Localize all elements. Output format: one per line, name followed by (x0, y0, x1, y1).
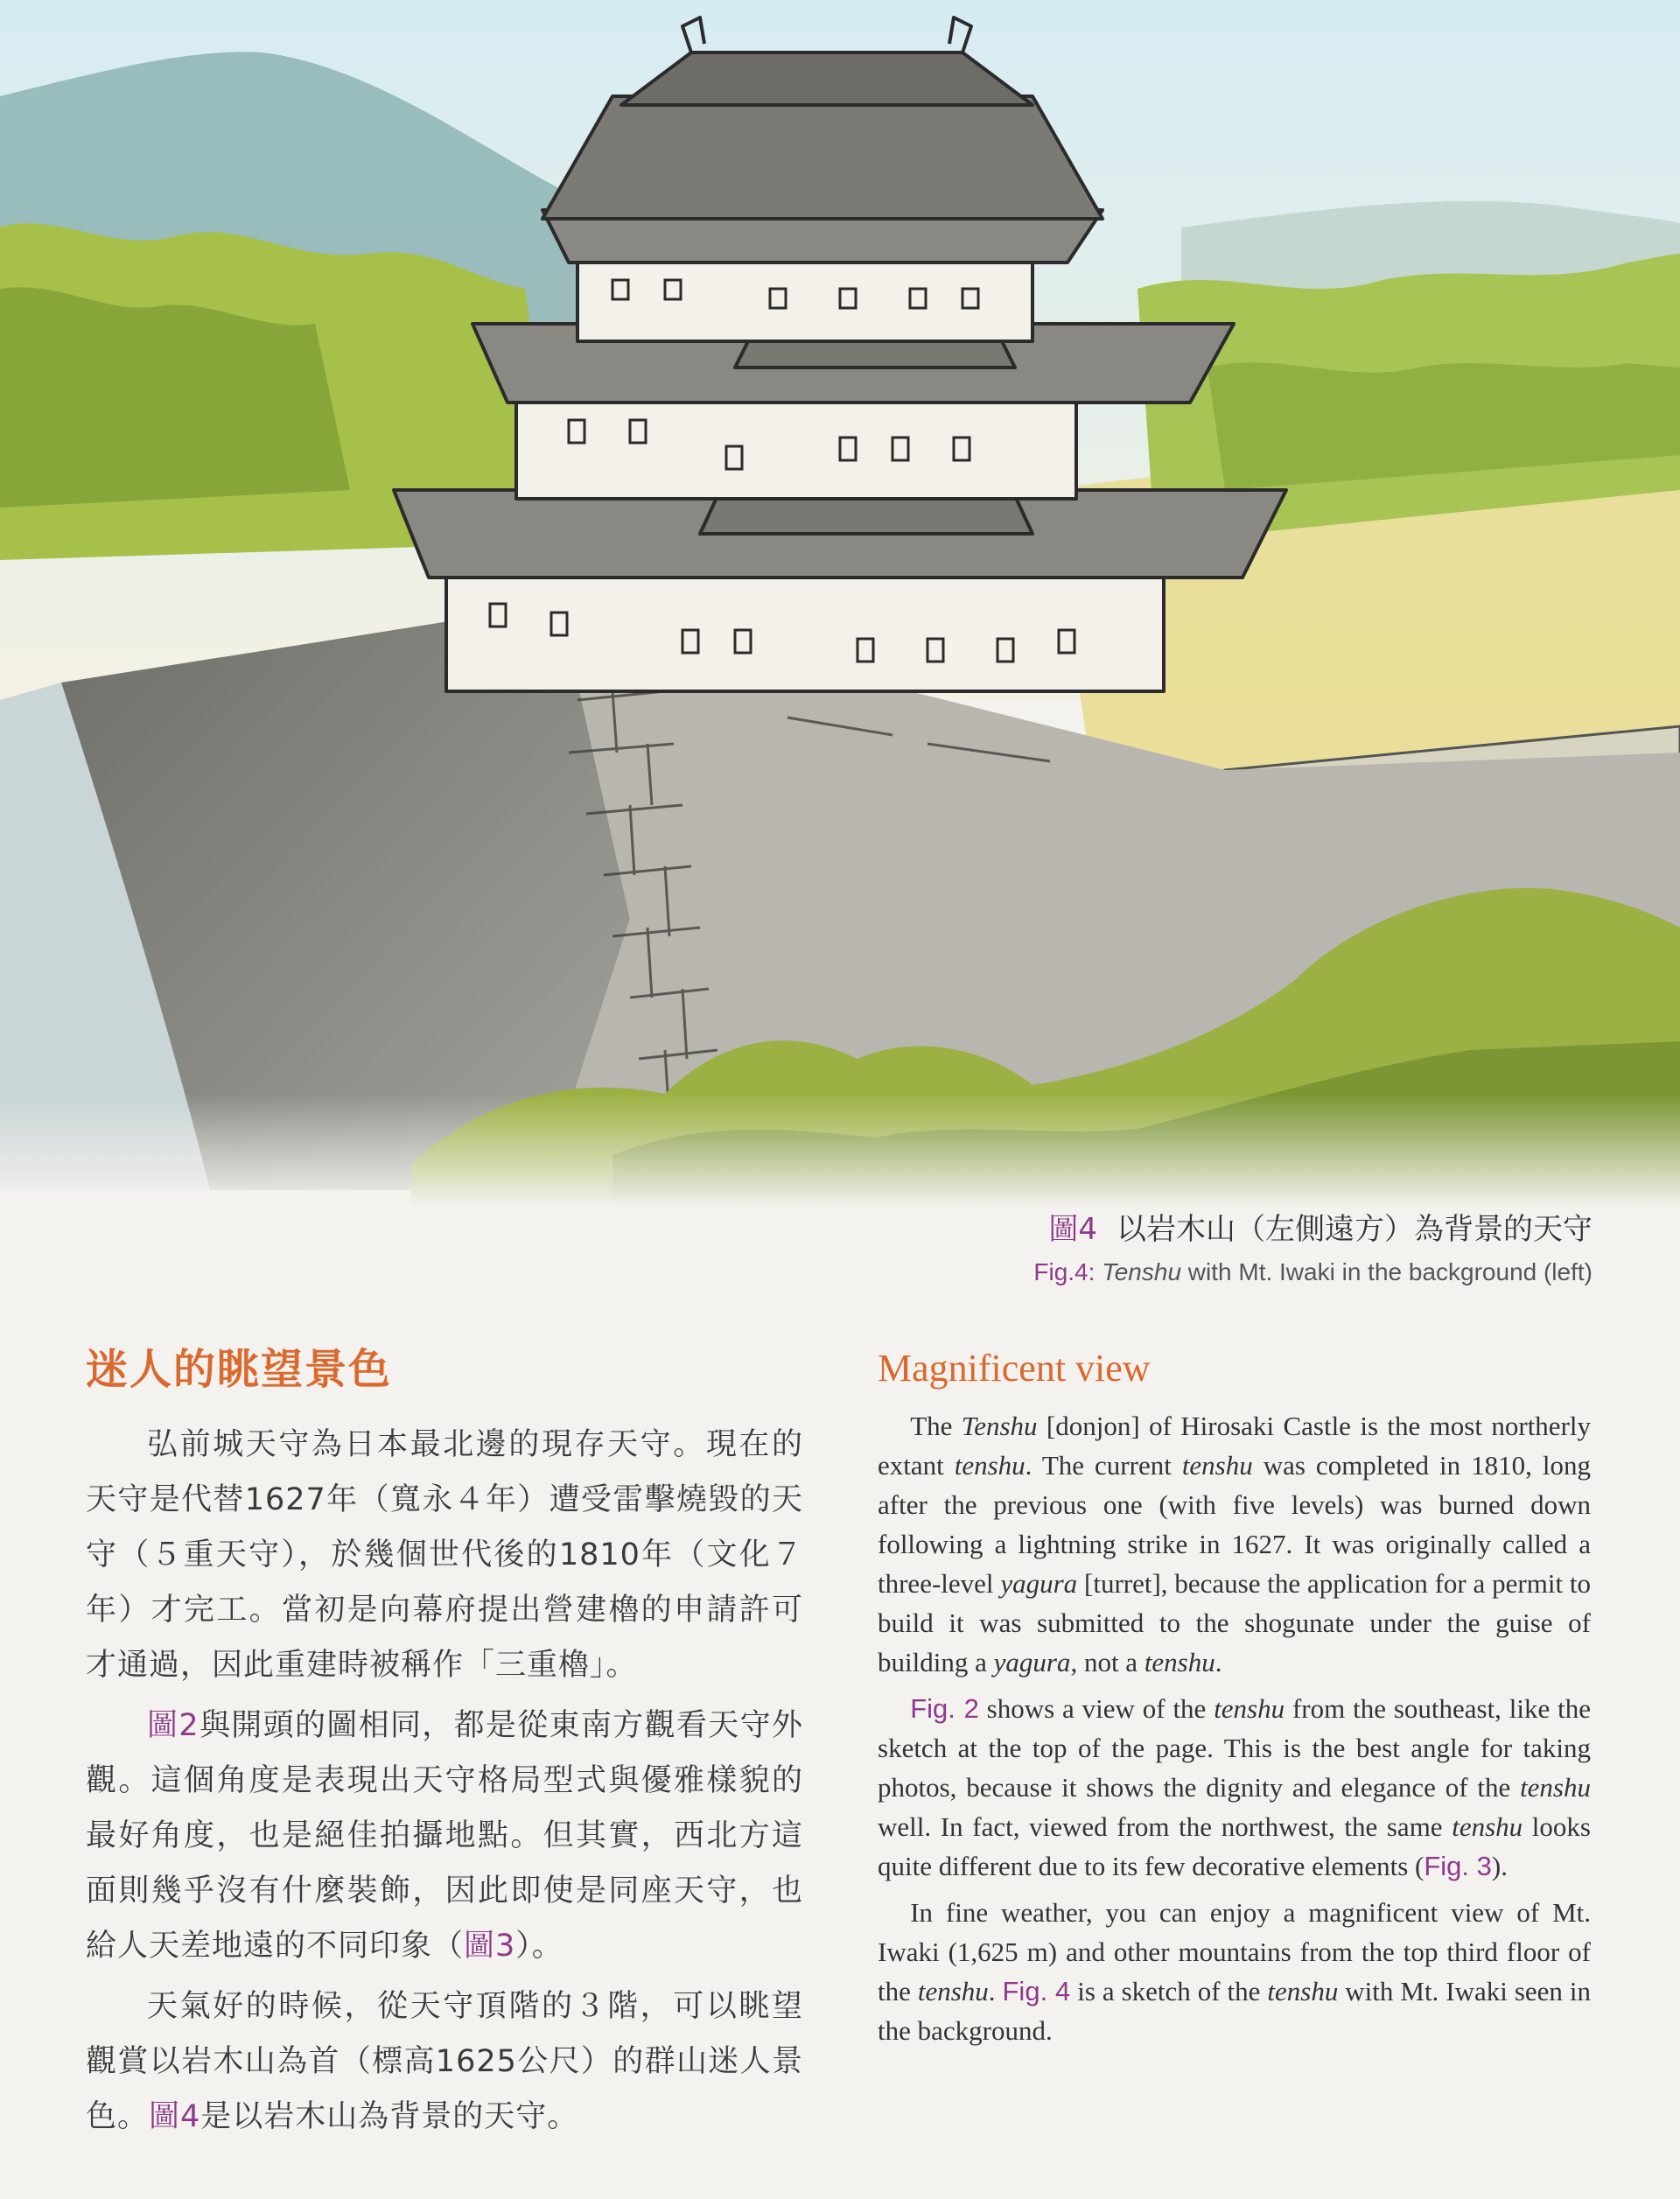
text-run: [turret], because the application for a permit to build it was submitted to the shogunate under the guise of building a (878, 1568, 1591, 1677)
paragraph-zh-3 (86, 1979, 803, 2145)
italic-term: yagura (1000, 1568, 1078, 1599)
caption-term-en: Tenshu (1102, 1258, 1182, 1285)
text-run: . The current (1025, 1450, 1182, 1481)
italic-term: tenshu (1214, 1693, 1285, 1724)
italic-term: tenshu (917, 1976, 989, 2006)
text-run: looks quite different due to its few decorative elements ( (878, 1811, 1591, 1881)
caption-text-zh: 以岩木山（左側遠方）為背景的天守 (1116, 1212, 1592, 1247)
text-run: . (988, 1976, 1003, 2006)
italic-term: yagura (993, 1647, 1071, 1677)
paragraph-zh-2-text-b: ）。 (515, 1929, 564, 1964)
italic-term: tenshu (954, 1450, 1026, 1481)
text-run: with Mt. Iwaki seen in the background. (878, 1976, 1591, 2046)
caption-chinese (718, 1209, 1592, 1250)
figure-ref-zh-3[interactable]: 圖3 (464, 1929, 516, 1964)
figure-ref-en-2[interactable]: Fig. 2 (910, 1693, 979, 1724)
text-run: ). (1491, 1851, 1508, 1881)
italic-term: tenshu (1144, 1647, 1215, 1677)
figure-ref-en-3[interactable]: Fig. 3 (1424, 1851, 1492, 1881)
text-run: is a sketch of the (1070, 1976, 1268, 2006)
caption-figure-tag-en: Fig.4: (1033, 1258, 1096, 1285)
text-run: The (910, 1411, 962, 1441)
italic-term: tenshu (1267, 1976, 1339, 2006)
figure-ref-en-4[interactable]: Fig. 4 (1002, 1976, 1071, 2006)
italic-term: tenshu (1520, 1772, 1591, 1803)
section-heading-zh: 迷人的眺望景色 (86, 1345, 393, 1394)
paragraph-zh-2 (86, 1698, 803, 1974)
paragraph-zh-3-text-a: 天氣好的時候，從天守頂階的３階，可以眺望觀賞以岩木山為首（標高1625公尺）的群山迷人景色。 (86, 1989, 803, 2134)
text-run: , not a (1070, 1647, 1144, 1677)
figure-caption (718, 1209, 1592, 1292)
text-run: was completed in 1810, long after the previous one (with five levels) was burned down following a lightning strike in 1627. It was originally called a three-level (878, 1450, 1591, 1599)
text-run: shows a view of the (978, 1693, 1214, 1724)
paragraph-en-1 (878, 1406, 1591, 1682)
section-heading-en: Magnificent view (878, 1347, 1151, 1390)
text-run: [donjon] of Hirosaki Castle is the most northerly extant (878, 1411, 1592, 1481)
figure-ref-zh-2[interactable]: 圖2 (147, 1708, 200, 1743)
text-run: In fine weather, you can enjoy a magnificent view of Mt. Iwaki (1,625 m) and other mountains from the top third floor of the (878, 1897, 1591, 2006)
text-run: . (1214, 1647, 1222, 1677)
italic-term: tenshu (1181, 1450, 1253, 1481)
paragraph-en-3 (878, 1893, 1591, 2050)
caption-figure-tag-zh: 圖4 (1048, 1212, 1097, 1247)
text-run: from the southeast, like the sketch at the top of the page. This is the best angle for taking photos, because it shows the dignity and elegance of the (878, 1693, 1591, 1803)
english-column (878, 1343, 1591, 2050)
paragraph-en-2 (878, 1689, 1591, 1886)
caption-text-en: with Mt. Iwaki in the background (left) (1181, 1258, 1592, 1285)
text-run: well. In fact, viewed from the northwest, the same (878, 1811, 1452, 1842)
italic-term: tenshu (1452, 1811, 1523, 1842)
paragraph-zh-3-text-b: 是以岩木山為背景的天守。 (200, 2099, 579, 2134)
italic-term: Tenshu (961, 1411, 1038, 1441)
paragraph-zh-2-text-a: 與開頭的圖相同，都是從東南方觀看天守外觀。這個角度是表現出天守格局型式與優雅樣貌的最好角度，也是絕佳拍攝地點。但其實，西北方這面則幾乎沒有什麼裝飾，因此即使是同座天守，也給人天差地遠的不同印象（ (86, 1708, 803, 1964)
caption-english (718, 1253, 1592, 1292)
paragraph-zh-1: 弘前城天守為日本最北邊的現存天守。現在的天守是代替1627年（寬永４年）遭受雷擊燒毀的天守（５重天守），於幾個世代後的1810年（文化７年）才完工。當初是向幕府提出營建櫓的申請許可才通過，因此重建時被稱作「三重櫓」。 (86, 1427, 803, 1683)
chinese-column (86, 1339, 803, 2145)
figure-ref-zh-4[interactable]: 圖4 (149, 2099, 201, 2134)
